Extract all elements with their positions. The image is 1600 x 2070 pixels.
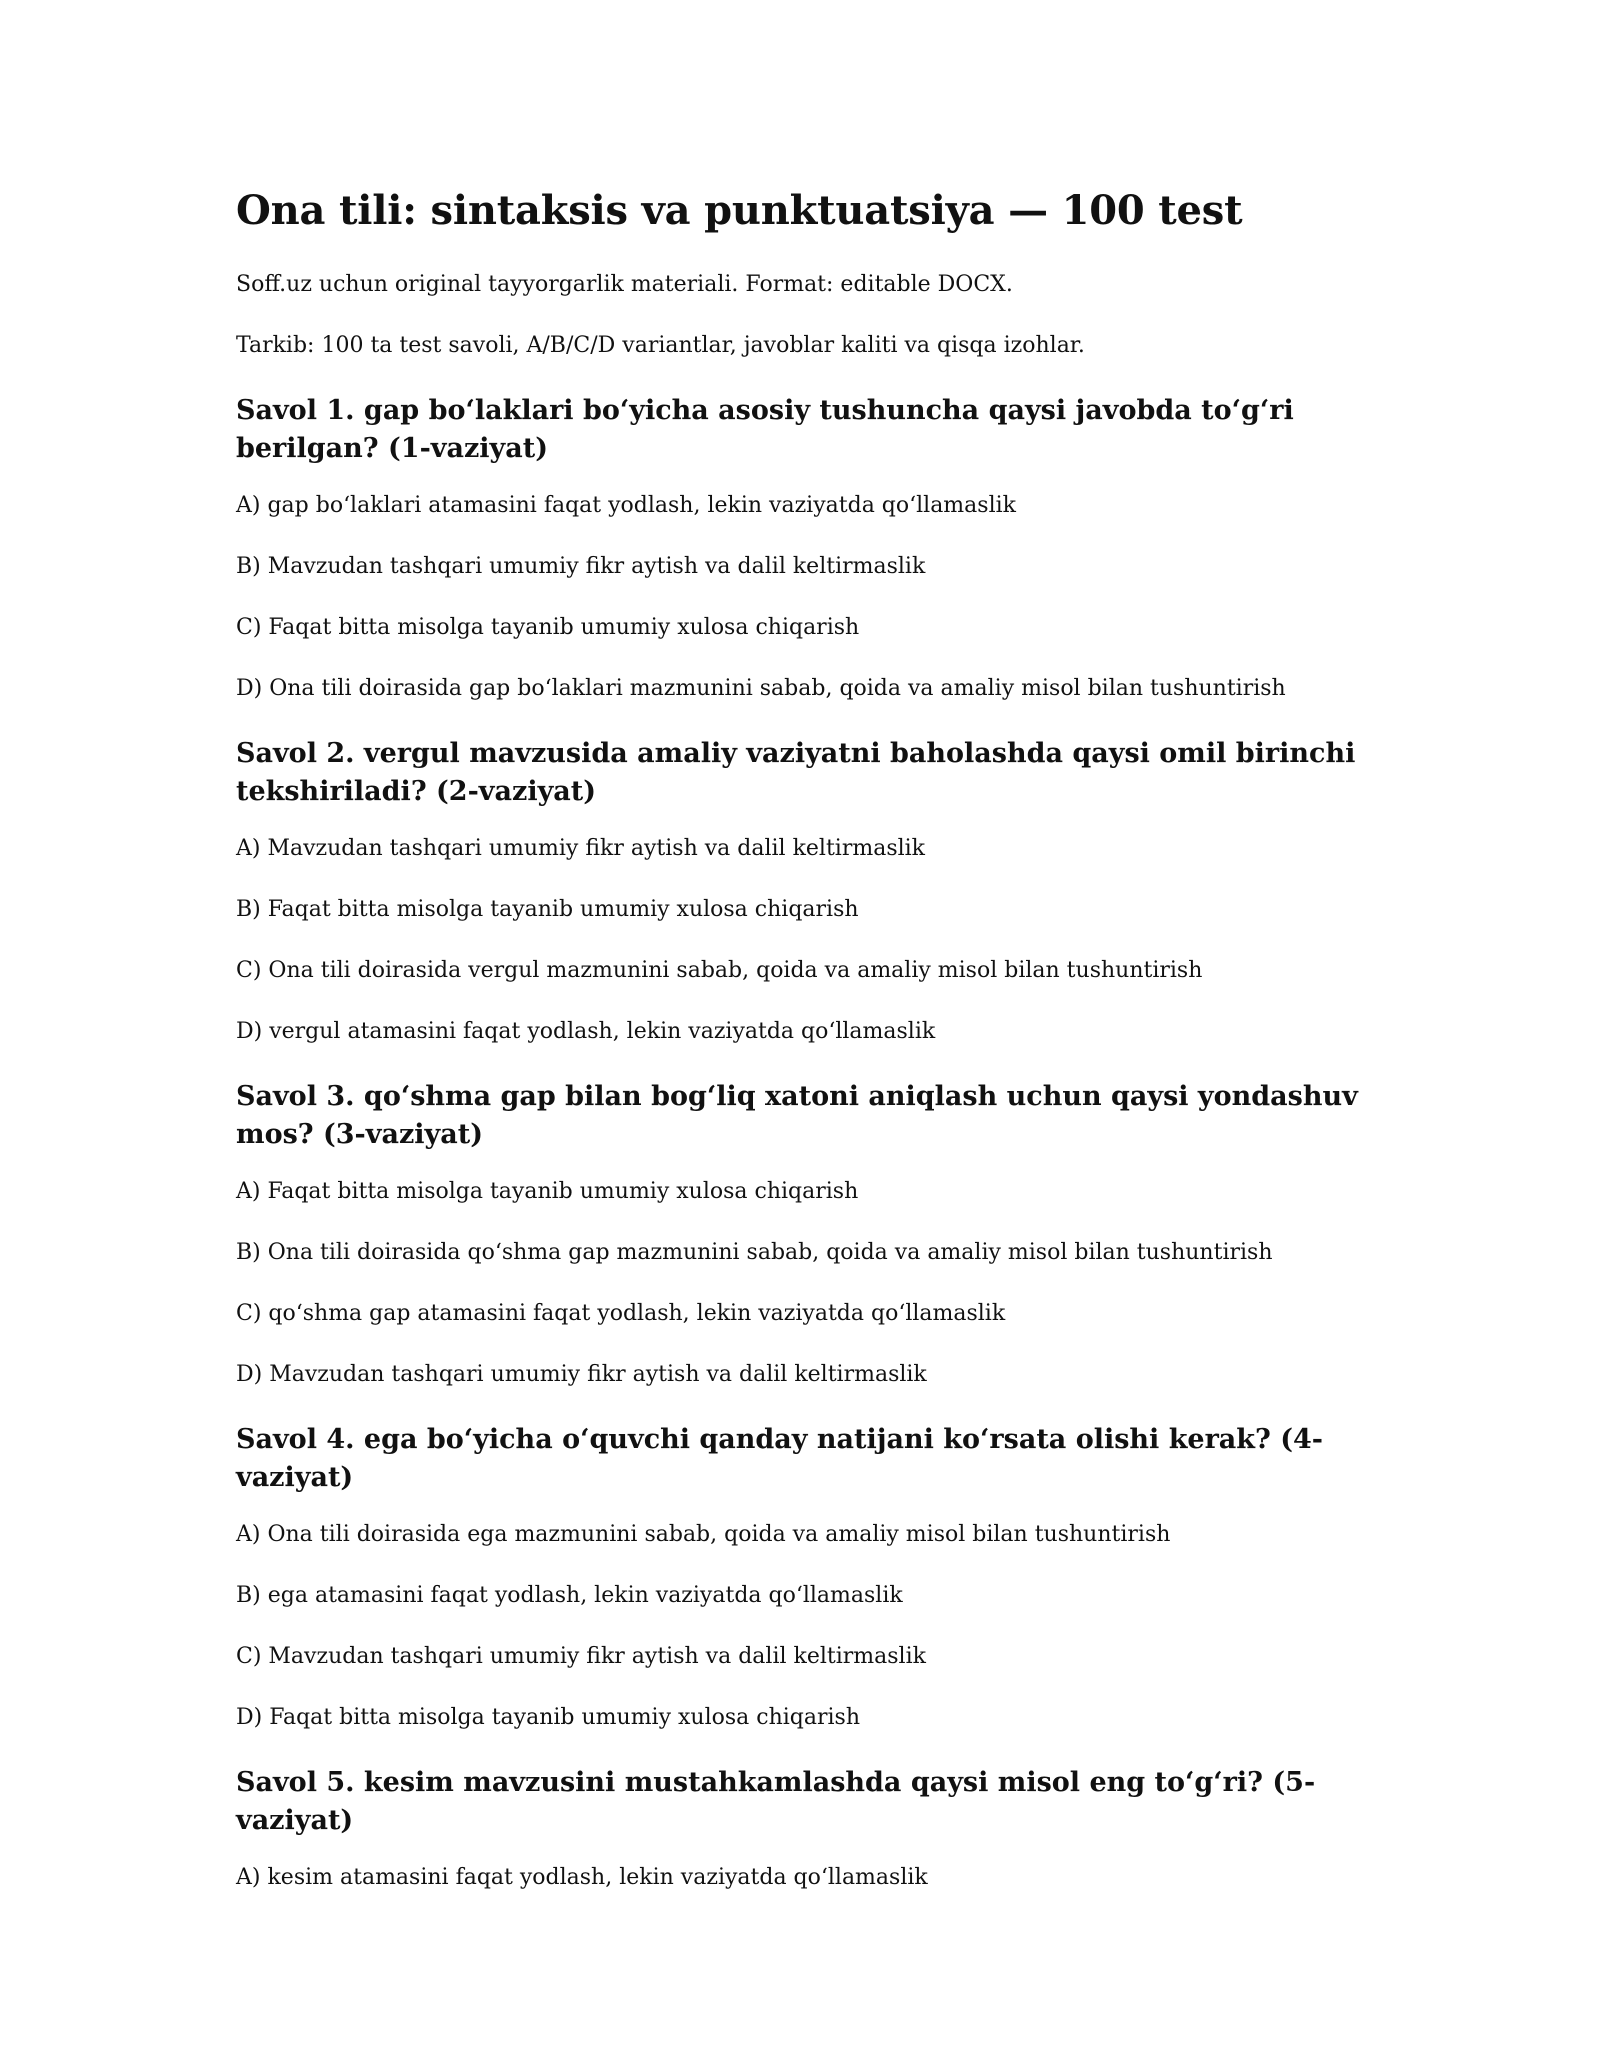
question-title: Savol 1. gap bo‘laklari bo‘yicha asosiy tushuncha qaysi javobda to‘g‘ri berilgan? (1-vaziyat) [236,395,1294,464]
answer-option-c: C) Faqat bitta misolga tayanib umumiy xulosa chiqarish [236,615,860,640]
answer-option-b: B) Ona tili doirasida qo‘shma gap mazmunini sabab, qoida va amaliy misol bilan tushuntirish [236,1240,1273,1265]
answer-option-a: A) kesim atamasini faqat yodlash, lekin vaziyatda qo‘llamaslik [236,1865,928,1890]
answer-option-d: D) vergul atamasini faqat yodlash, lekin vaziyatda qo‘llamaslik [236,1019,936,1044]
answer-option-c: C) Ona tili doirasida vergul mazmunini sabab, qoida va amaliy misol bilan tushuntirish [236,958,1203,983]
question-title: Savol 4. ega bo‘yicha o‘quvchi qanday natijani ko‘rsata olishi kerak? (4-vaziyat) [236,1424,1324,1493]
answer-option-d: D) Mavzudan tashqari umumiy fikr aytish va dalil keltirmaslik [236,1362,927,1387]
question-1 [236,392,1386,704]
answer-option-a: A) Ona tili doirasida ega mazmunini sabab, qoida va amaliy misol bilan tushuntirish [236,1522,1171,1547]
intro-paragraph-source: Soff.uz uchun original tayyorgarlik materiali. Format: editable DOCX. [236,272,1013,297]
question-3 [236,1078,1386,1390]
answer-option-a: A) Faqat bitta misolga tayanib umumiy xulosa chiqarish [236,1179,859,1204]
answer-option-d: D) Ona tili doirasida gap bo‘laklari mazmunini sabab, qoida va amaliy misol bilan tushuntirish [236,676,1286,701]
question-4 [236,1421,1386,1733]
question-title: Savol 3. qo‘shma gap bilan bog‘liq xatoni aniqlash uchun qaysi yondashuv mos? (3-vaziyat) [236,1081,1358,1150]
document-title: Ona tili: sintaksis va punktuatsiya — 100 test [236,187,1243,234]
intro-paragraph-contents: Tarkib: 100 ta test savoli, A/B/C/D variantlar, javoblar kaliti va qisqa izohlar. [236,333,1085,358]
answer-option-b: B) Faqat bitta misolga tayanib umumiy xulosa chiqarish [236,897,859,922]
question-2 [236,735,1386,1047]
answer-option-d: D) Faqat bitta misolga tayanib umumiy xulosa chiqarish [236,1705,861,1730]
answer-option-b: B) Mavzudan tashqari umumiy fikr aytish va dalil keltirmaslik [236,554,926,579]
answer-option-c: C) Mavzudan tashqari umumiy fikr aytish va dalil keltirmaslik [236,1644,926,1669]
question-5 [236,1764,1386,1893]
question-title: Savol 5. kesim mavzusini mustahkamlashda qaysi misol eng to‘g‘ri? (5-vaziyat) [236,1767,1316,1836]
answer-option-a: A) gap bo‘laklari atamasini faqat yodlash, lekin vaziyatda qo‘llamaslik [236,493,1016,518]
answer-option-b: B) ega atamasini faqat yodlash, lekin vaziyatda qo‘llamaslik [236,1583,903,1608]
document-page [236,186,1386,1924]
question-title: Savol 2. vergul mavzusida amaliy vaziyatni baholashda qaysi omil birinchi tekshiriladi? (2-vaziyat) [236,738,1356,807]
answer-option-a: A) Mavzudan tashqari umumiy fikr aytish va dalil keltirmaslik [236,836,926,861]
answer-option-c: C) qo‘shma gap atamasini faqat yodlash, lekin vaziyatda qo‘llamaslik [236,1301,1006,1326]
